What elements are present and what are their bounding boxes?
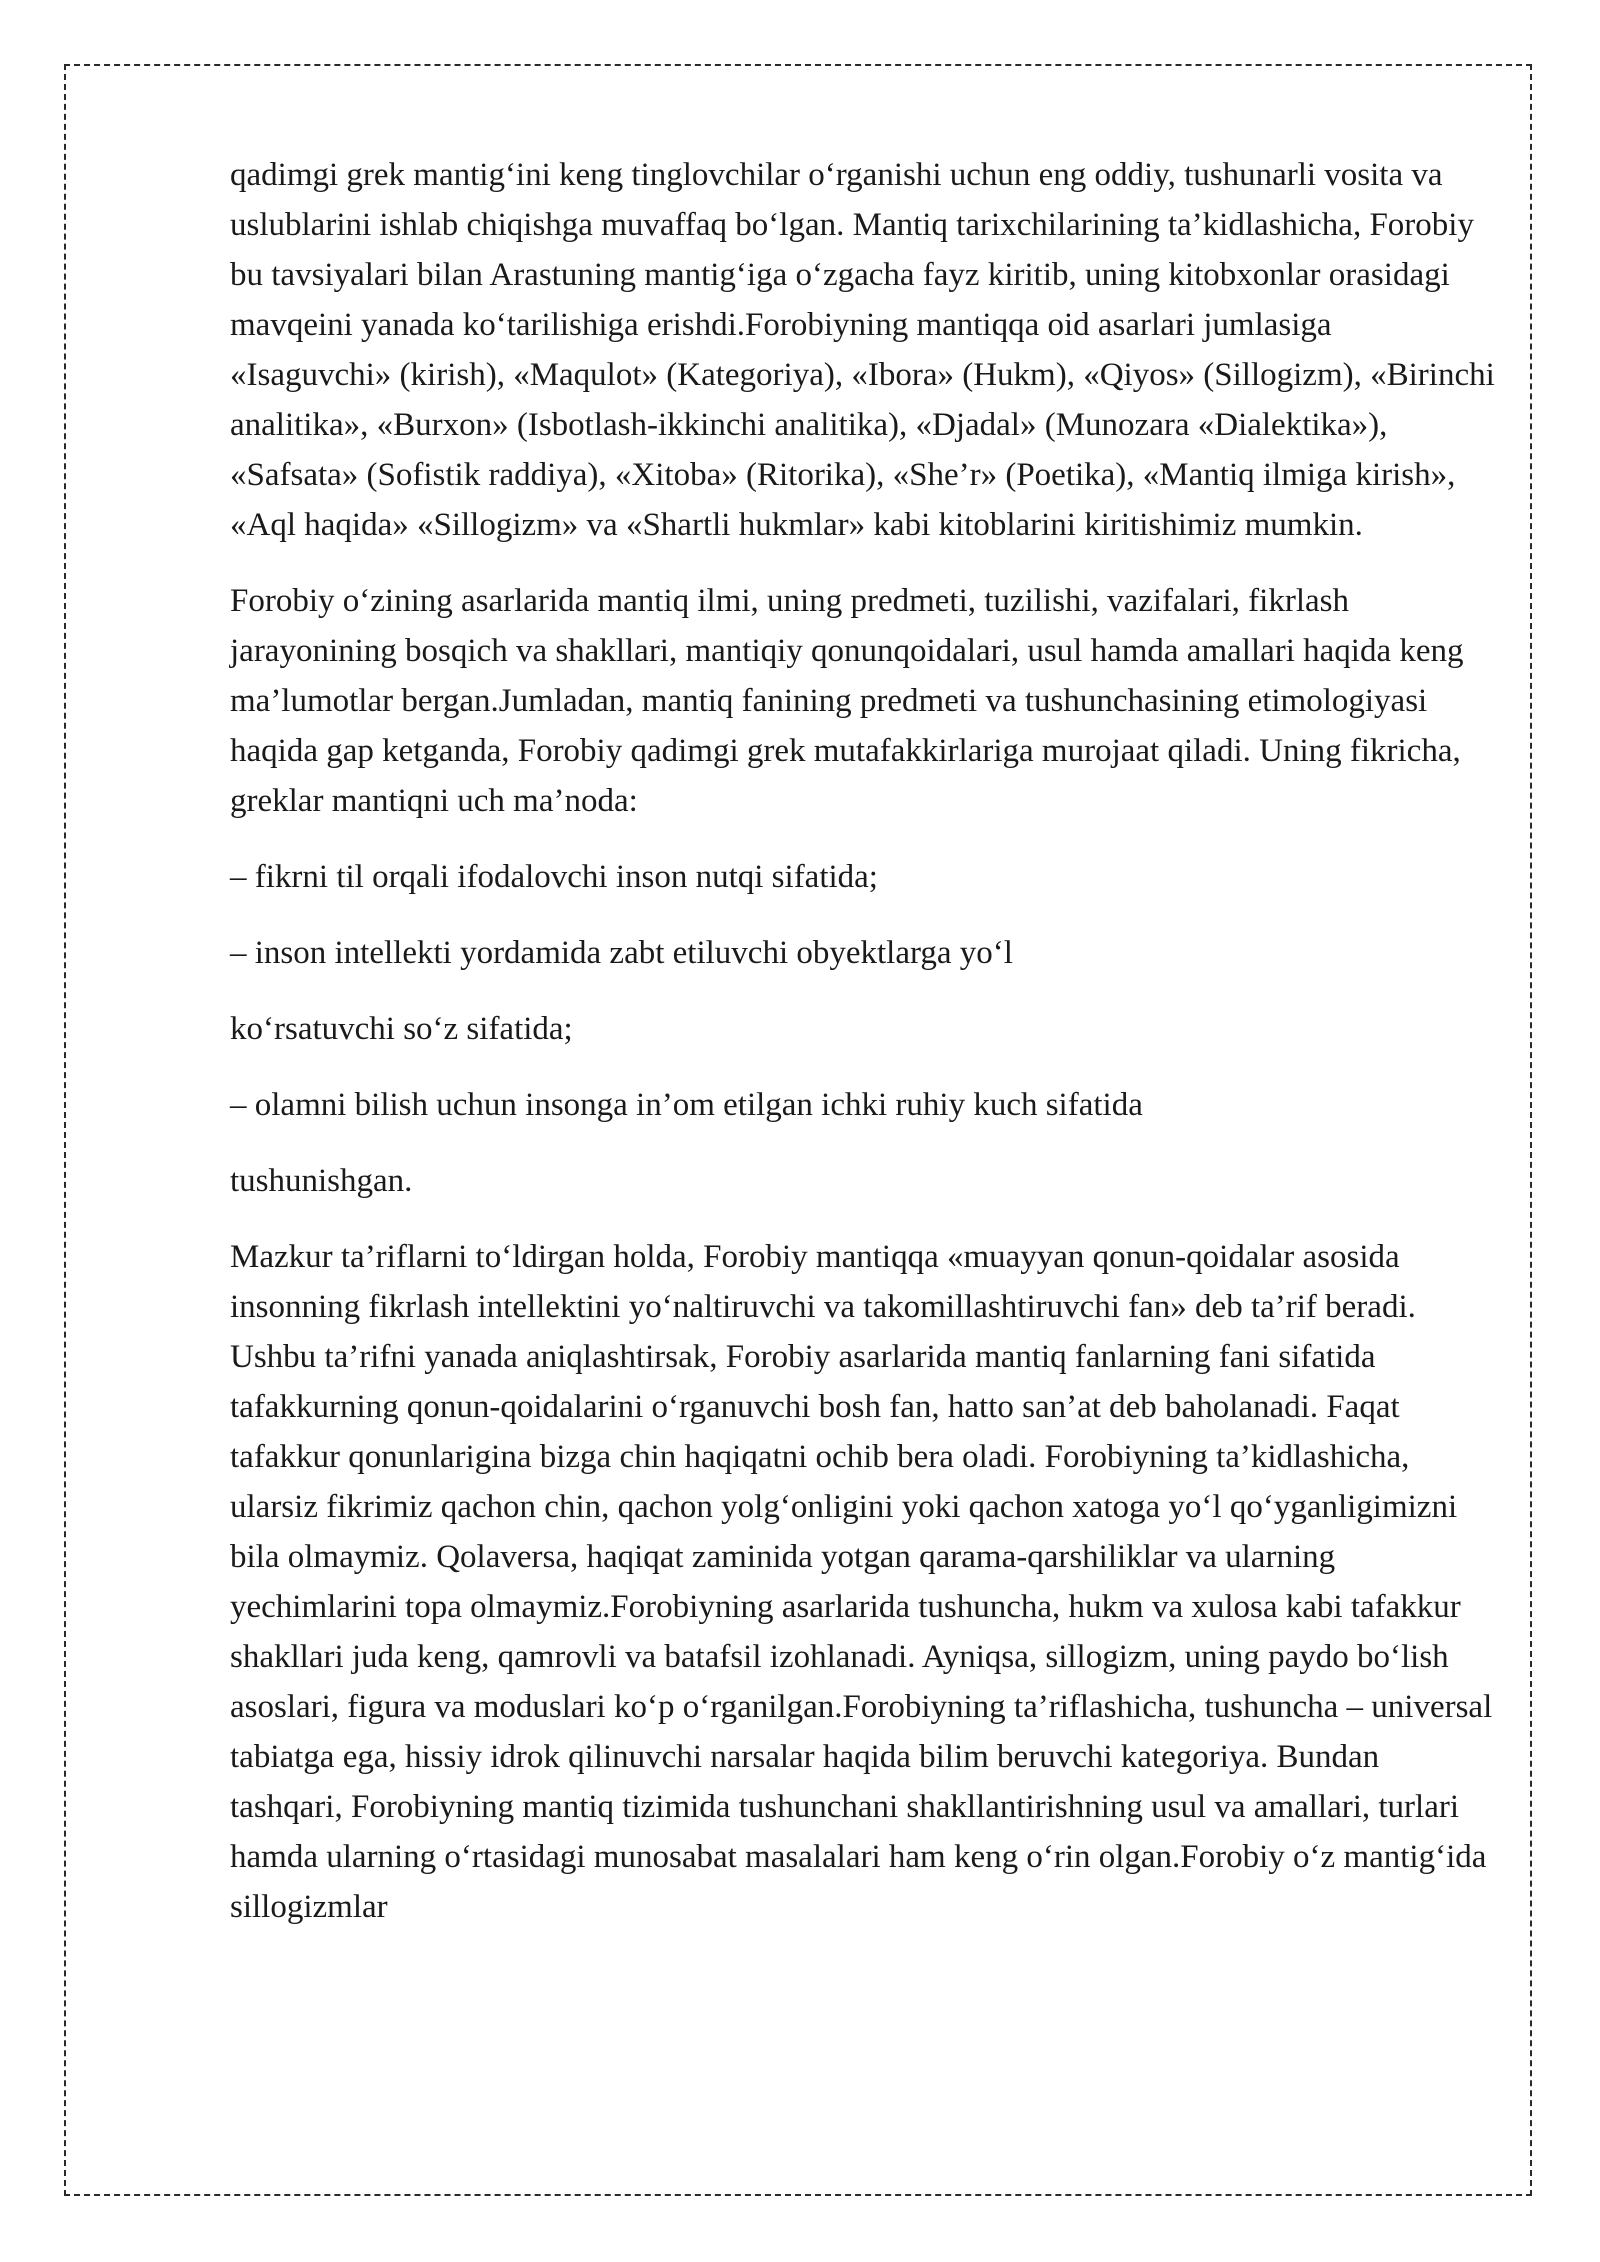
paragraph-mantiq-asarlari: qadimgi grek mantig‘ini keng tinglovchilar o‘rganishi uchun eng oddiy, tushunarli vosita va uslublarini ishlab chiqishga muvaffaq bo‘lgan. Mantiq tarixchilarining ta’kidlashicha, Forobiy bu tavsiyalari bilan Arastuning mantig‘iga o‘zgacha fayz kiritib, uning kitobxonlar orasidagi mavqeini yanada ko‘tarilishiga erishdi.Forobiyning mantiqqa oid asarlari jumlasiga «Isaguvchi» (kirish), «Maqulot» (Kategoriya), «Ibora» (Hukm), «Qiyos» (Sillogizm), «Birinchi analitika», «Burxon» (Isbotlash-ikkinchi analitika), «Djadal» (Munozara «Dialektika»), «Safsata» (Sofistik raddiya), «Xitoba» (Ritorika), «She’r» (Poetika), «Mantiq ilmiga kirish», «Aql haqida» «Sillogizm» va «Shartli hukmlar» kabi kitoblarini kiritishimiz mumkin.: [230, 157, 1495, 543]
paragraph-forobiy-asarlari: Forobiy o‘zining asarlarida mantiq ilmi, uning predmeti, tuzilishi, vazifalari, fikrlash jarayonining bosqich va shakllari, mantiqiy qonunqoidalari, usul hamda amallari haqida keng ma’lumotlar bergan.Jumladan, mantiq fanining predmeti va tushunchasining etimologiyasi haqida gap ketganda, Forobiy qadimgi grek mutafakkirlariga murojaat qiladi. Uning fikricha, greklar mantiqni uch ma’noda:: [230, 583, 1464, 819]
list-item-continuation-2: tushunishgan.: [230, 1163, 413, 1199]
document-body: [230, 150, 1500, 1958]
list-item-inson-intellekti: – inson intellekti yordamida zabt etiluvchi obyektlarga yo‘l: [230, 935, 1013, 971]
list-item-olamni-bilish: – olamni bilish uchun insonga in’om etilgan ichki ruhiy kuch sifatida: [230, 1087, 1143, 1123]
list-item-fikr-til: – fikrni til orqali ifodalovchi inson nutqi sifatida;: [230, 859, 878, 895]
paragraph-mazkur-tariflar: Mazkur ta’riflarni to‘ldirgan holda, Forobiy mantiqqa «muayyan qonun-qoidalar asosida insonning fikrlash intellektini yo‘naltiruvchi va takomillashtiruvchi fan» deb ta’rif beradi. Ushbu ta’rifni yanada aniqlashtirsak, Forobiy asarlarida mantiq fanlarning fani sifatida tafakkurning qonun-qoidalarini o‘rganuvchi bosh fan, hatto san’at deb baholanadi. Faqat tafakkur qonunlarigina bizga chin haqiqatni ochib bera oladi. Forobiyning ta’kidlashicha, ularsiz fikrimiz qachon chin, qachon yolg‘onligini yoki qachon xatoga yo‘l qo‘yganligimizni bila olmaymiz. Qolaversa, haqiqat zaminida yotgan qarama-qarshiliklar va ularning yechimlarini topa olmaymiz.Forobiyning asarlarida tushuncha, hukm va xulosa kabi tafakkur shakllari juda keng, qamrovli va batafsil izohlanadi. Ayniqsa, sillogizm, uning paydo bo‘lish asoslari, figura va moduslari ko‘p o‘rganilgan.Forobiyning ta’riflashicha, tushuncha – universal tabiatga ega, hissiy idrok qilinuvchi narsalar haqida bilim beruvchi kategoriya. Bundan tashqari, Forobiyning mantiq tizimida tushunchani shakllantirishning usul va amallari, turlari hamda ularning o‘rtasidagi munosabat masalalari ham keng o‘rin olgan.Forobiy o‘z mantig‘ida sillogizmlar: [230, 1239, 1493, 1925]
list-item-continuation: ko‘rsatuvchi so‘z sifatida;: [230, 1011, 573, 1047]
